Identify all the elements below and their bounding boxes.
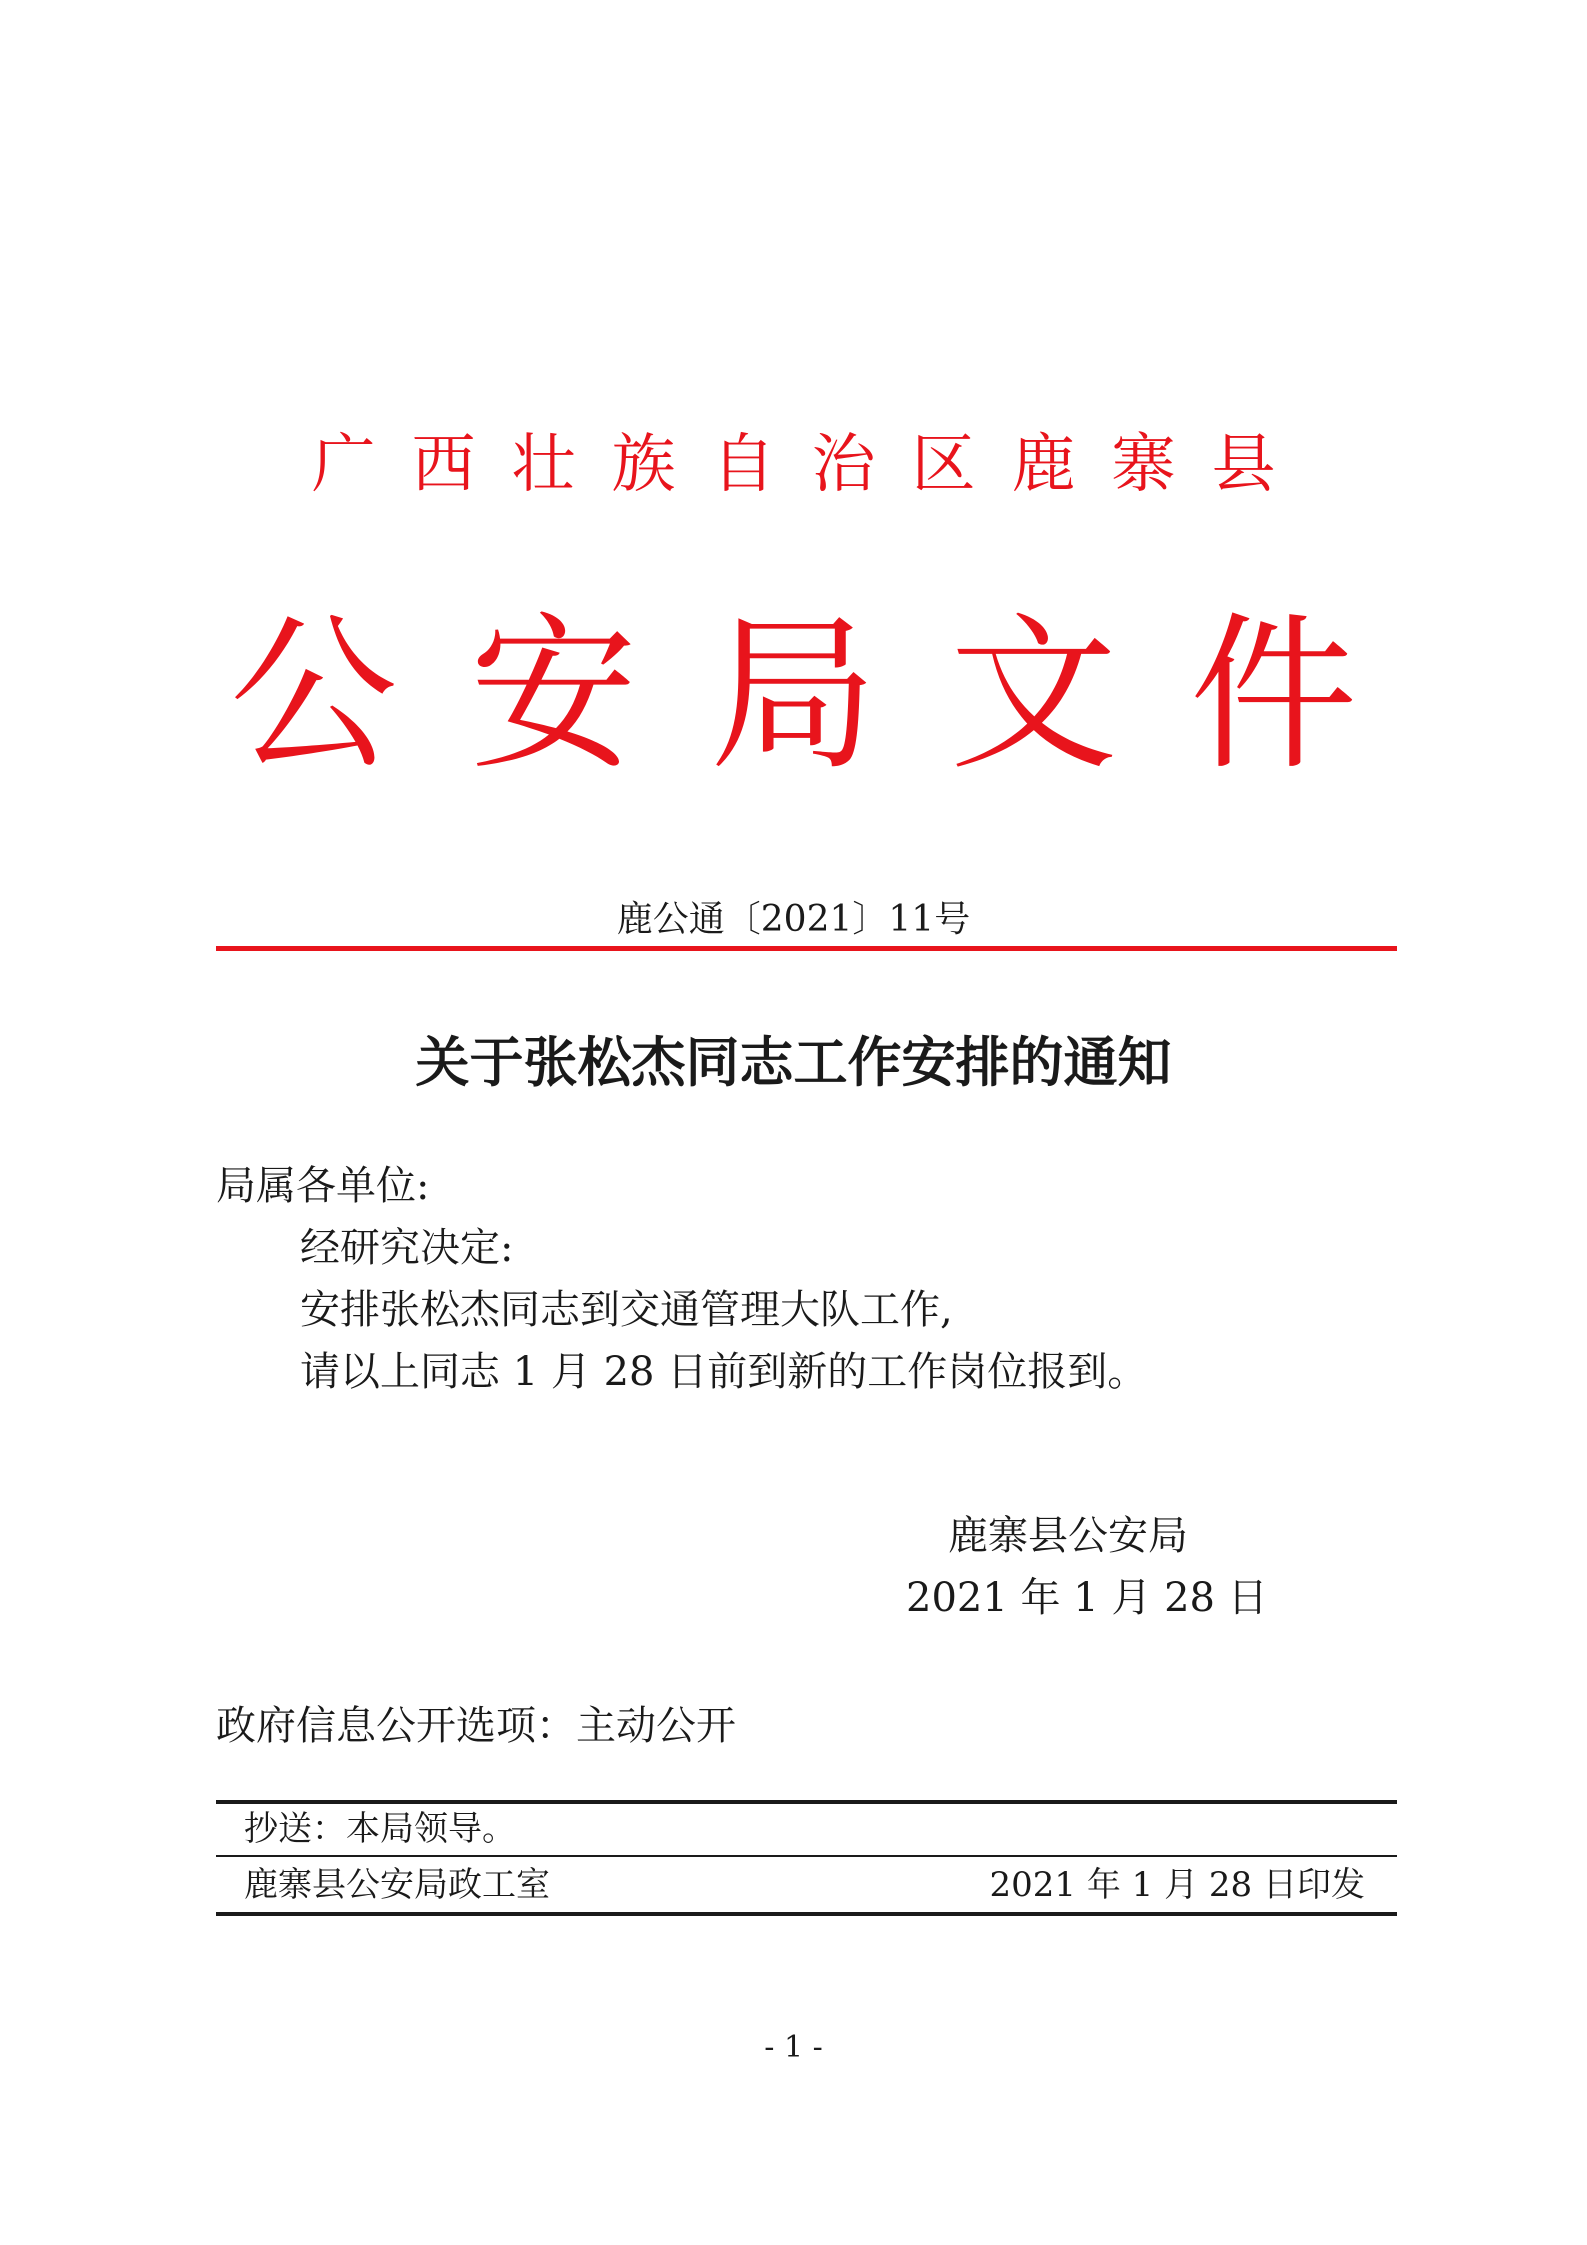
red-header-divider bbox=[216, 946, 1397, 951]
page-number: - 1 - bbox=[764, 2030, 823, 2065]
disclosure-option: 政府信息公开选项：主动公开 bbox=[216, 1703, 736, 1749]
body-paragraph: 经研究决定: bbox=[300, 1225, 514, 1271]
cc-recipients: 抄送：本局领导。 bbox=[244, 1809, 516, 1849]
body-paragraph: 请以上同志 1 月 28 日前到新的工作岗位报到。 bbox=[300, 1349, 1148, 1395]
footer-bottom-rule bbox=[216, 1912, 1397, 1916]
signature-date: 2021 年 1 月 28 日 bbox=[906, 1575, 1268, 1621]
salutation: 局属各单位: bbox=[216, 1163, 430, 1209]
document-number: 鹿公通〔2021〕11号 bbox=[616, 899, 971, 940]
signature-organization: 鹿寨县公安局 bbox=[948, 1513, 1188, 1559]
body-paragraph: 安排张松杰同志到交通管理大队工作, bbox=[300, 1287, 953, 1333]
document-type-heading: 公安局文件 bbox=[229, 597, 1430, 793]
print-date: 2021 年 1 月 28 日印发 bbox=[989, 1865, 1365, 1905]
document-title: 关于张松杰同志工作安排的通知 bbox=[415, 1030, 1172, 1094]
issuer-name: 广西壮族自治区鹿寨县 bbox=[311, 428, 1312, 502]
footer-middle-rule bbox=[216, 1855, 1397, 1857]
issuing-office: 鹿寨县公安局政工室 bbox=[244, 1865, 550, 1905]
